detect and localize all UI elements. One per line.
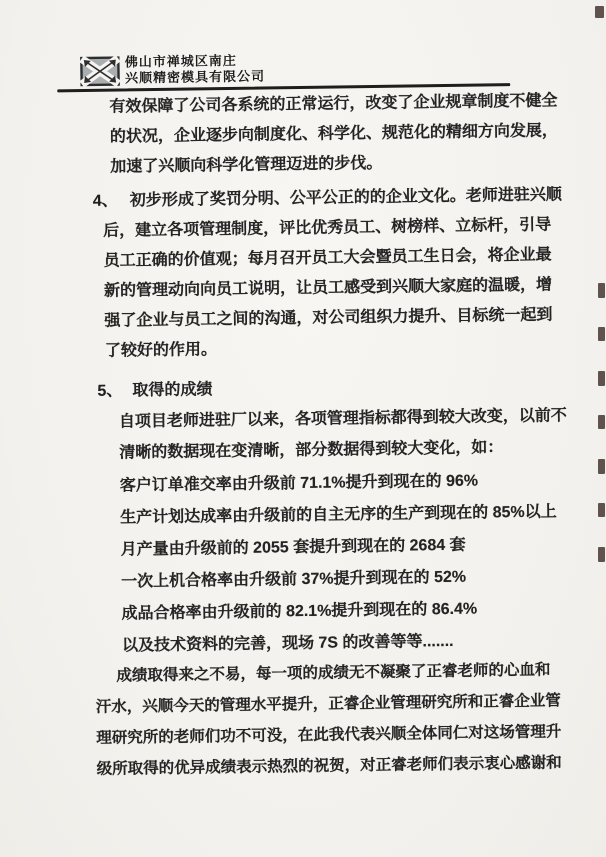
text-line: 了较好的作用。	[104, 341, 218, 360]
metric-line: 以及技术资料的完善，现场 7S 的改善等等.......	[121, 632, 454, 655]
text-line: 后，建立各项管理制度，评比优秀员工、树榜样、立标杆，引导	[103, 216, 552, 240]
text-line: 理研究所的老师们功不可没，在此我代表兴顺全体同仁对这场管理升	[96, 723, 562, 747]
company-name-line2: 兴顺精密模具有限公司	[124, 68, 266, 86]
text-line: 汗水，兴顺今天的管理水平提升，正睿企业管理研究所和正睿企业管	[95, 692, 561, 716]
scan-artifact-mark	[598, 547, 605, 562]
scan-artifact-mark	[595, 6, 604, 18]
text-line: 级所取得的优异成绩表示热烈的祝贺，对正睿老师们表示衷心感谢和	[96, 754, 562, 778]
scan-artifact-mark	[598, 415, 605, 429]
paragraph-continuation	[109, 86, 558, 182]
text-line: 强了企业与员工之间的沟通，对公司组织力提升、目标统一起到	[104, 306, 553, 330]
text-line: 加速了兴顺向科学化管理迈进的步伐。	[110, 154, 383, 176]
company-logo-icon	[80, 56, 120, 89]
section-title: 取得的成绩	[132, 381, 213, 400]
scan-artifact-mark	[598, 283, 605, 298]
text-line: 新的管理动向向员工说明，让员工感受到兴顺大家庭的温暖，增	[103, 276, 553, 300]
item5-number: 5、	[97, 382, 123, 400]
achievements-intro	[119, 400, 568, 468]
text-line: 有效保障了公司各系统的正常运行，改变了企业规章制度不健全	[109, 92, 558, 116]
item4-paragraph	[103, 180, 564, 366]
text-line: 员工正确的价值观；每月召开员工大会暨员工生日会，将企业最	[103, 246, 552, 270]
company-name-line1: 佛山市禅城区南庄	[124, 52, 237, 70]
item4-number: 4、	[92, 192, 118, 210]
closing-paragraph	[95, 654, 562, 784]
metric-line: 成品合格率由升级前的 82.1%提升到现在的 86.4%	[121, 600, 478, 623]
metric-line: 生产计划达成率由升级前的自主无序的生产到现在的 85%以上	[120, 503, 557, 527]
scan-artifact-mark	[598, 459, 605, 474]
text-line: 初步形成了奖罚分明、公平公正的的企业文化。老师进驻兴顺	[129, 186, 562, 210]
text-line: 自项目老师进驻厂以来，各项管理指标都得到较大改变，以前不	[118, 407, 567, 431]
metric-line: 一次上机合格率由升级前 37%提升到现在的 52%	[121, 568, 467, 591]
metrics-list	[120, 464, 559, 662]
text-line: 清晰的数据现在变清晰，部分数据得到较大变化，如：	[119, 439, 504, 462]
metric-line: 月产量由升级前的 2055 套提升到现在的 2684 套	[120, 536, 466, 559]
metric-line: 客户订单准交率由升级前 71.1%提升到现在的 96%	[119, 472, 479, 495]
scan-artifact-mark	[598, 503, 605, 517]
company-name	[125, 52, 265, 86]
text-line: 成绩取得来之不易，每一项的成绩无不凝聚了正睿老师的心血和	[116, 661, 551, 685]
scan-artifact-mark	[598, 371, 605, 386]
item5-heading	[132, 375, 212, 406]
scan-artifact-mark	[598, 327, 605, 341]
text-line: 的状况，企业逐步向制度化、科学化、规范化的精细方向发展，	[109, 122, 559, 146]
